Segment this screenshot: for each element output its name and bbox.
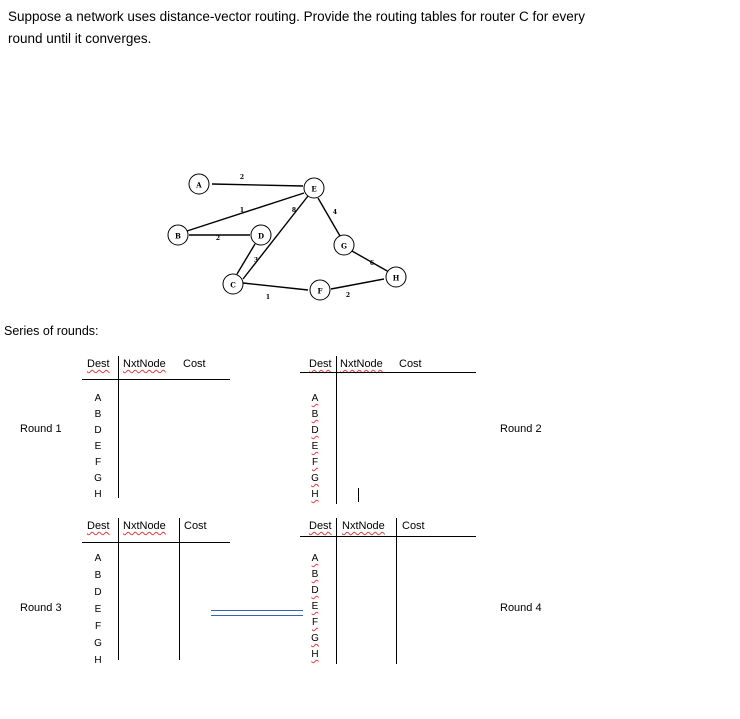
row-label: F xyxy=(311,617,319,628)
row-label: A xyxy=(94,393,102,404)
network-graph xyxy=(160,170,410,305)
row-label: H xyxy=(311,649,319,660)
row-label: A xyxy=(311,553,319,564)
row-label: G xyxy=(311,633,319,644)
table-header-rule xyxy=(82,379,230,380)
table-column-divider xyxy=(336,518,337,664)
edge-b-e xyxy=(187,193,304,231)
weight-b-d: 2 xyxy=(215,235,221,242)
node-label-f: F xyxy=(317,286,323,296)
table-column-divider xyxy=(336,356,337,504)
question-text xyxy=(8,6,708,50)
row-labels xyxy=(305,393,325,505)
double-line-separator xyxy=(211,610,303,616)
row-labels xyxy=(88,393,108,505)
round-2-label: Round 2 xyxy=(500,423,542,435)
row-label: D xyxy=(311,585,319,596)
series-label: Series of rounds: xyxy=(4,324,99,338)
row-label: B xyxy=(311,409,319,420)
header-dest: Dest xyxy=(87,358,110,370)
edge-a-e xyxy=(212,184,303,186)
row-label: H xyxy=(94,655,102,666)
row-label: D xyxy=(94,587,102,598)
header-cost: Cost xyxy=(183,358,206,370)
row-label: E xyxy=(94,441,102,452)
header-nxtnode: NxtNode xyxy=(342,520,385,532)
weight-b-e: 1 xyxy=(239,207,245,214)
edge-f-h xyxy=(331,279,384,289)
header-cost: Cost xyxy=(184,520,207,532)
row-label: G xyxy=(311,473,319,484)
edge-c-f xyxy=(243,283,308,290)
row-label: H xyxy=(311,489,319,500)
table-header-rule xyxy=(300,372,476,373)
round-3-label: Round 3 xyxy=(20,602,62,614)
row-label: D xyxy=(311,425,319,436)
row-label: B xyxy=(94,409,102,420)
edge-e-g xyxy=(318,198,340,236)
question-line-2: round until it converges. xyxy=(8,31,152,46)
question-line-1: Suppose a network uses distance-vector routing. Provide the routing tables for router C for every xyxy=(8,9,586,24)
row-label: E xyxy=(311,601,319,612)
weight-e-g: 4 xyxy=(332,209,338,216)
table-column-divider xyxy=(179,518,180,660)
row-label: F xyxy=(311,457,319,468)
weight-c-f: 1 xyxy=(265,294,271,301)
row-label: G xyxy=(94,638,102,649)
row-label: A xyxy=(311,393,319,404)
row-label: D xyxy=(94,425,102,436)
node-label-h: H xyxy=(392,273,400,283)
header-nxtnode: NxtNode xyxy=(123,520,166,532)
header-dest: Dest xyxy=(87,520,110,532)
round-1-label: Round 1 xyxy=(20,423,62,435)
header-cost: Cost xyxy=(399,358,422,370)
text-cursor-mark xyxy=(358,488,359,502)
row-label: F xyxy=(94,621,102,632)
row-label: E xyxy=(94,604,102,615)
node-label-g: G xyxy=(341,241,347,251)
row-label: B xyxy=(94,570,102,581)
table-column-divider xyxy=(118,518,119,660)
table-header-rule xyxy=(82,542,230,543)
row-labels xyxy=(305,553,325,665)
node-label-b: B xyxy=(175,231,181,241)
row-label: B xyxy=(311,569,319,580)
round-4-label: Round 4 xyxy=(500,602,542,614)
weight-c-e: 8 xyxy=(291,207,297,214)
header-dest: Dest xyxy=(309,358,332,370)
row-label: G xyxy=(94,473,102,484)
header-dest: Dest xyxy=(309,520,332,532)
table-column-divider xyxy=(396,518,397,664)
row-labels xyxy=(88,553,108,672)
row-label: E xyxy=(311,441,319,452)
table-header-rule xyxy=(300,536,476,537)
node-label-c: C xyxy=(230,280,236,290)
weight-f-h: 2 xyxy=(345,292,351,299)
edge-c-d xyxy=(237,244,255,274)
header-nxtnode: NxtNode xyxy=(340,358,383,370)
header-nxtnode: NxtNode xyxy=(123,358,166,370)
row-label: F xyxy=(94,457,102,468)
row-label: H xyxy=(94,489,102,500)
weight-g-h: 6 xyxy=(369,260,375,267)
table-column-divider xyxy=(118,356,119,498)
node-label-d: D xyxy=(257,231,265,241)
weight-c-d: 3 xyxy=(253,257,259,264)
header-cost: Cost xyxy=(402,520,425,532)
row-label: A xyxy=(94,553,102,564)
node-label-a: A xyxy=(196,180,202,190)
weight-a-e: 2 xyxy=(239,174,245,181)
node-label-e: E xyxy=(311,184,317,194)
